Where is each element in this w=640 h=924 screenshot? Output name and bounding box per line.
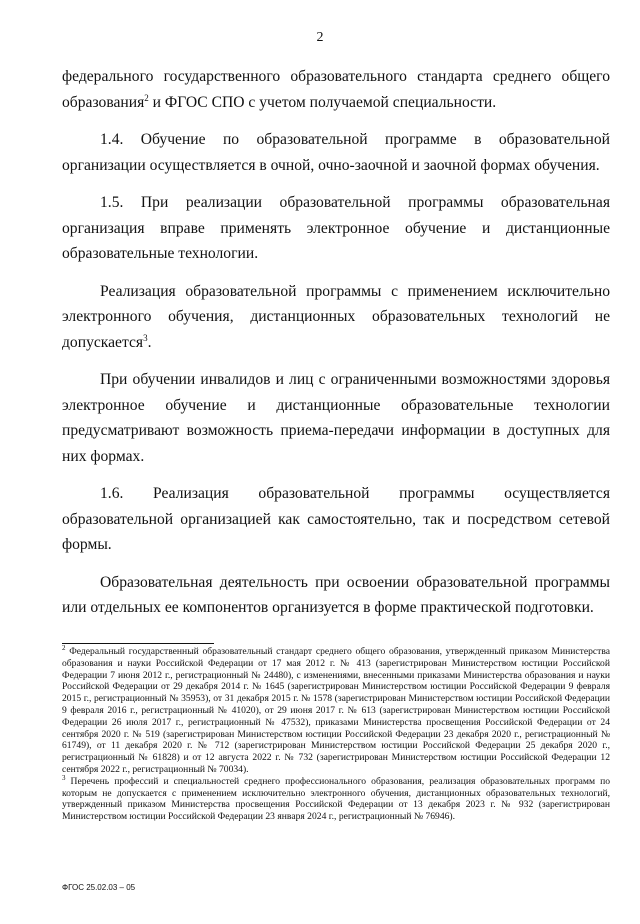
paragraph-continuation [62,64,610,115]
document-body [62,64,610,633]
footnote-text: Федеральный государственный образовательный стандарт среднего общего образования, утвержденный приказом Министерства образования и науки Российской Федерации от 17 мая 2012 г. № 413 (зарегистрирован Министерством юстиции Российской Федерации 7 июня 2012 г., регистрационный № 24480), с изменениями, внесенными приказами Министерства образования и науки Российской Федерации от 29 декабря 2014 г. № 1645 (зарегистрирован Министерством юстиции Российской Федерации 9 февраля 2015 г., регистрационный № 35953), от 31 декабря 2015 г. № 1578 (зарегистрирован Министерством юстиции Российской Федерации 9 февраля 2016 г., регистрационный № 41020), от 29 июня 2017 г. № 613 (зарегистрирован Министерством юстиции Российской Федерации 26 июля 2017 г., регистрационный № 47532), приказами Министерства просвещения Российской Федерации от 24 сентября 2020 г. № 519 (зарегистрирован Министерством юстиции Российской Федерации 23 декабря 2020 г., регистрационный № 61749), от 11 декабря 2020 г. № 712 (зарегистрирован Министерством юстиции Российской Федерации 25 декабря 2020 г., регистрационный № 61828) и от 12 августа 2022 г. № 732 (зарегистрирован Министерством юстиции Российской Федерации 12 сентября 2022 г., регистрационный № 70034). [62,646,610,775]
paragraph-text: федерального государственного образовательного стандарта среднего общего образования [62,68,610,111]
document-code: ФГОС 25.02.03 – 05 [62,883,136,892]
paragraph-1-4: 1.4. Обучение по образовательной программе в образовательной организации осуществляется в очной, очно-заочной и заочной формах обучения. [62,131,610,174]
footnotes [62,643,610,823]
page-number: 2 [316,30,324,45]
paragraph-practical-training: Образовательная деятельность при освоении образовательной программы или отдельных ее компонентов организуется в форме практической подготовки. [62,573,610,616]
paragraph-remote-learning-restriction [62,279,610,356]
paragraph-text-tail: . [147,333,152,351]
paragraph-1-5: 1.5. При реализации образовательной программы образовательная организация вправе применять электронное обучение и дистанционные образовательные технологии. [62,194,610,262]
paragraph-text-tail: и ФГОС СПО с учетом получаемой специальности. [148,93,497,111]
paragraph-disabilities: При обучении инвалидов и лиц с ограниченными возможностями здоровья электронное обучение и дистанционные образовательные технологии предусматривают возможность приема-передачи информации в доступных для них формах. [62,371,610,465]
footnote-reference-2[interactable]: 2 [144,92,149,103]
paragraph-1-6: 1.6. Реализация образовательной программы осуществляется образовательной организацией как самостоятельно, так и посредством сетевой формы. [62,485,610,553]
footnote-mark-2: 2 [62,643,66,652]
footnote-separator [62,643,214,644]
footnote-reference-3[interactable]: 3 [143,332,148,343]
paragraph-text: Реализация образовательной программы с применением исключительно электронного обучения, дистанционных образовательных технологий не допускается [62,282,610,351]
footnote-mark-3: 3 [62,773,66,782]
footnote-2 [62,643,610,776]
footnote-text: Перечень профессий и специальностей среднего профессионального образования, реализация образовательных программ по которым не допускается с применением исключительно электронного обучения, дистанционных образовательных технологий, утвержденный приказом Министерства просвещения Российской Федерации от 13 декабря 2023 г. № 932 (зарегистрирован Министерством юстиции Российской Федерации 23 января 2024 г., регистрационный № 76946). [62,775,610,823]
footnote-3 [62,773,610,823]
